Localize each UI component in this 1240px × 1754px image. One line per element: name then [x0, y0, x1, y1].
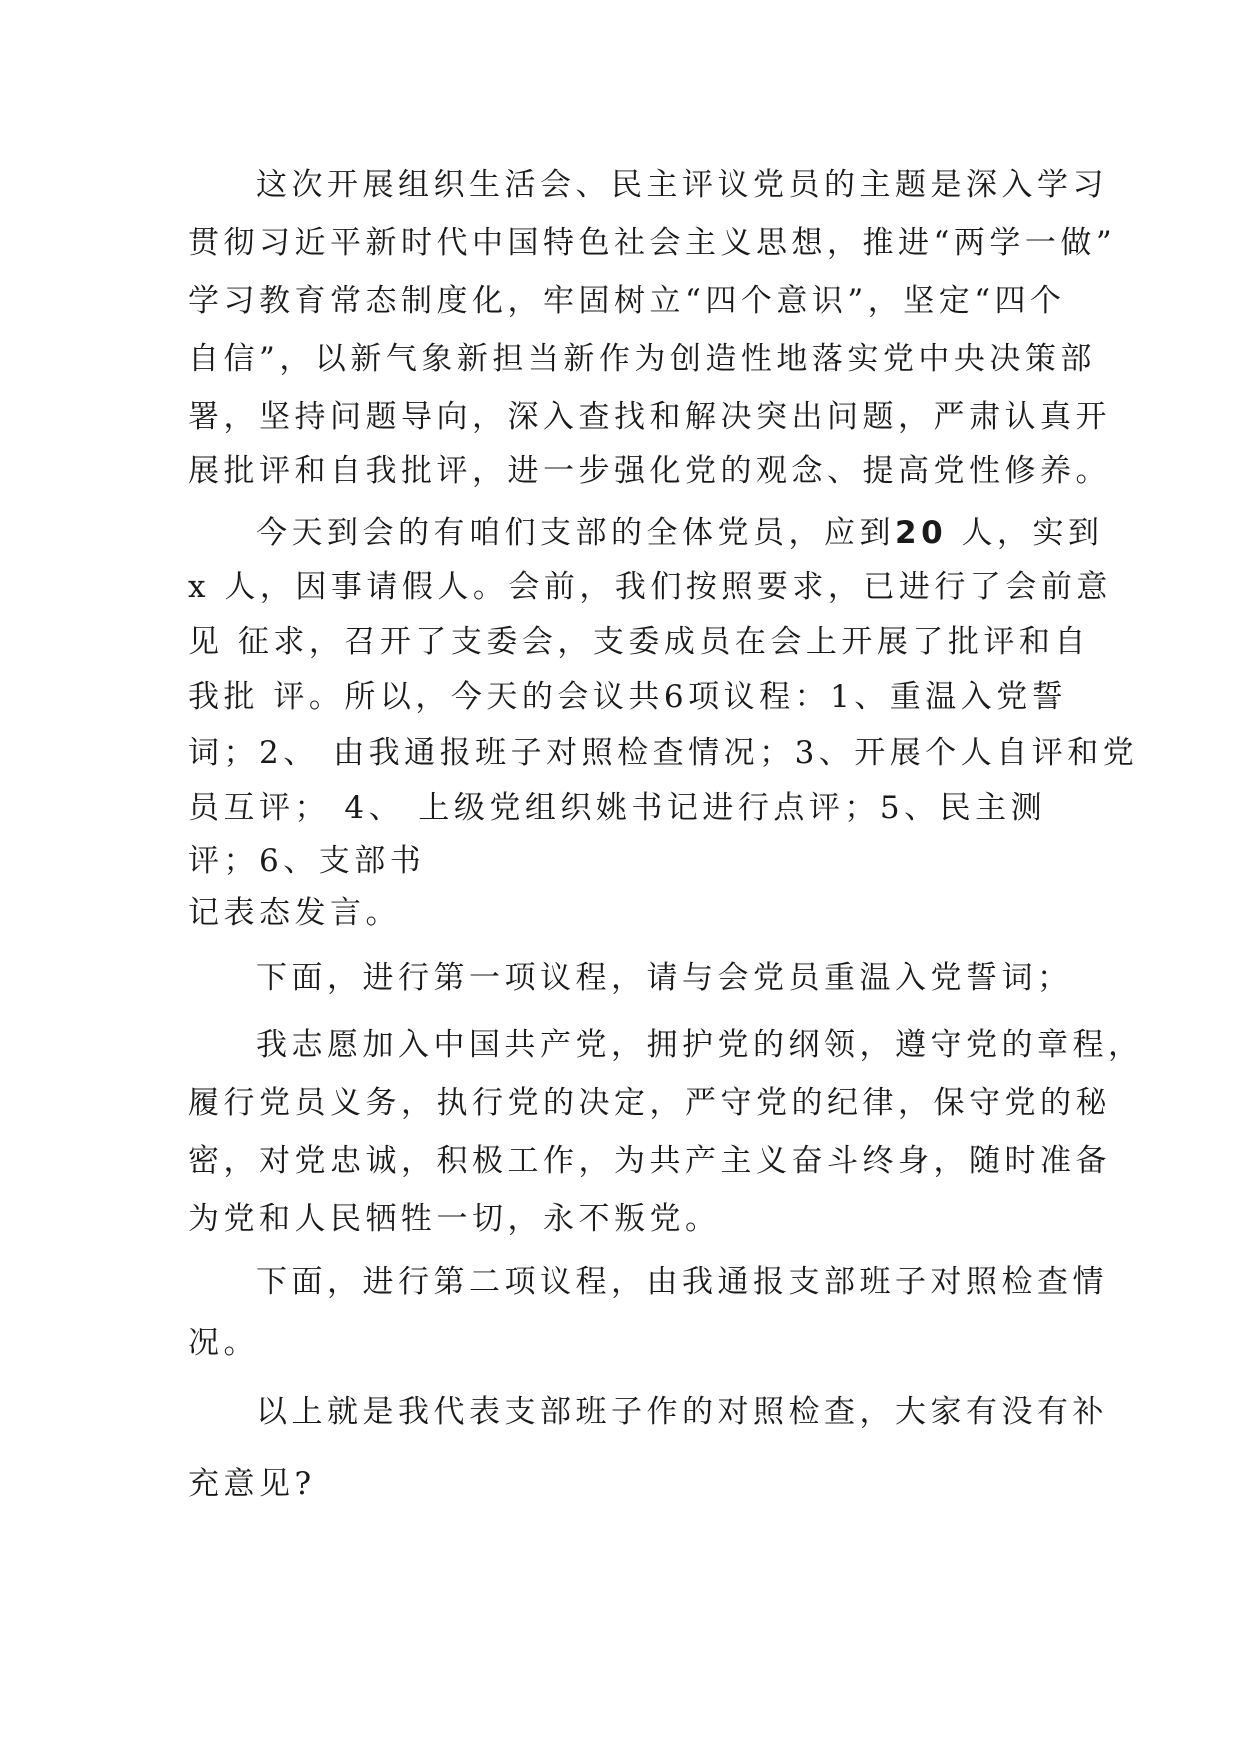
oath-line-3: 密，对党忠诚，积极工作，为共产主义奋斗终身，随时准备	[188, 1143, 1111, 1179]
paragraph-1-line-5: 署，坚持问题导向，深入查找和解决突出问题，严肃认真开	[188, 399, 1111, 435]
paragraph-5-line-1: 下面，进行第二项议程，由我通报支部班子对照检查情	[256, 1264, 1108, 1300]
paragraph-2-line-6: 员互评； 4、 上级党组织姚书记进行点评；5、民主测	[188, 790, 1047, 826]
attendance-text-before: 今天到会的有咱们支部的全体党员，应到	[256, 515, 895, 551]
paragraph-1-line-2: 贯彻习近平新时代中国特色社会主义思想，推进“两学一做”	[188, 225, 1117, 261]
paragraph-2-line-1	[256, 513, 1104, 553]
paragraph-2-line-3: 见 征求，召开了支委会，支委成员在会上开展了批评和自	[188, 624, 1090, 660]
paragraph-2-line-4: 我批 评。所以，今天的会议共6项议程：1、重温入党誓	[188, 679, 1068, 715]
paragraph-1-line-1: 这次开展组织生活会、民主评议党员的主题是深入学习	[256, 167, 1108, 203]
oath-line-2: 履行党员义务，执行党的决定，严守党的纪律，保守党的秘	[188, 1085, 1111, 1121]
paragraph-3: 下面，进行第一项议程，请与会党员重温入党誓词；	[256, 960, 1073, 996]
paragraph-2-line-8: 记表态发言。	[188, 895, 401, 931]
paragraph-6-line-1: 以上就是我代表支部班子作的对照检查，大家有没有补	[256, 1394, 1108, 1430]
paragraph-1-line-4: 自信”，以新气象新担当新作为创造性地落实党中央决策部	[188, 341, 1096, 377]
paragraph-1-line-6: 展批评和自我批评，进一步强化党的观念、提高党性修养。	[188, 453, 1111, 489]
attendance-text-after: 人，实到	[947, 515, 1104, 551]
paragraph-6-line-2: 充意见?	[188, 1466, 316, 1502]
paragraph-2-line-7: 评；6、支部书	[188, 843, 426, 879]
paragraph-2-line-2: x 人，因事请假人。会前，我们按照要求，已进行了会前意	[188, 569, 1112, 605]
oath-line-4: 为党和人民牺牲一切，永不叛党。	[188, 1201, 721, 1237]
oath-line-1: 我志愿加入中国共产党，拥护党的纲领，遵守党的章程，	[256, 1027, 1144, 1063]
paragraph-5-line-2: 况。	[188, 1325, 259, 1361]
paragraph-2-line-5: 词；2、 由我通报班子对照检查情况；3、开展个人自评和党	[188, 735, 1139, 771]
expected-count: 20	[895, 515, 948, 551]
paragraph-1-line-3: 学习教育常态制度化，牢固树立“四个意识”，坚定“四个	[188, 283, 1066, 319]
